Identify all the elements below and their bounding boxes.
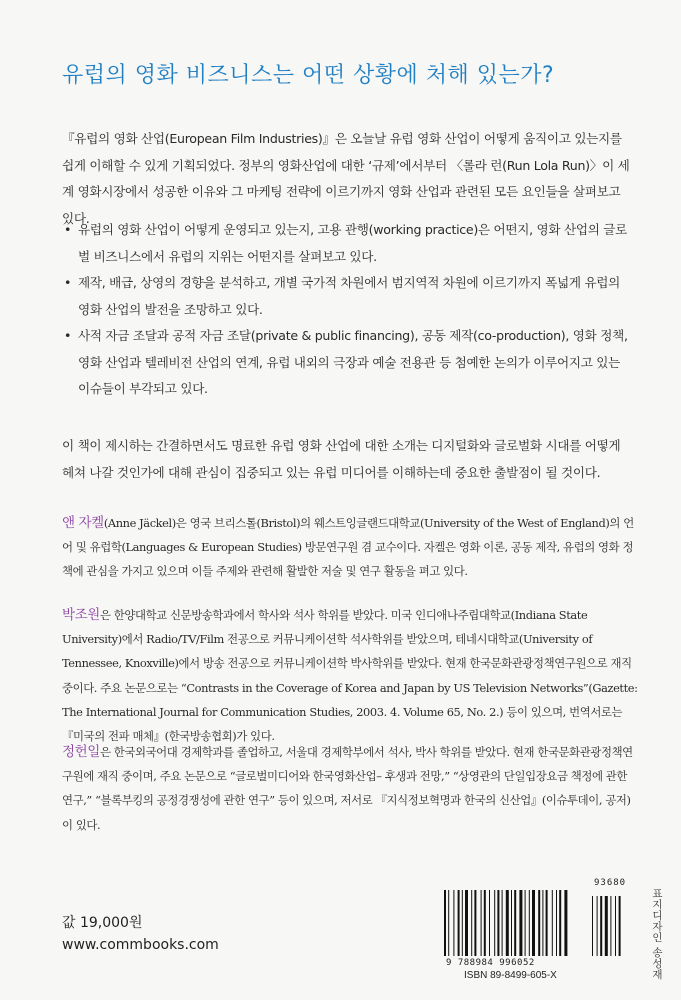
website: www.commbooks.com: [62, 937, 219, 953]
barcode-digits: 9 788984 996052: [446, 958, 535, 968]
headline: 유럽의 영화 비즈니스는 어떤 상황에 처해 있는가?: [62, 63, 555, 88]
barcode: [442, 878, 632, 983]
feature-list: [62, 217, 634, 403]
author-bio: [62, 511, 638, 584]
cover-design-credit: 표지디자인 송성재: [651, 888, 663, 980]
feature-item: • 사적 자금 조달과 공적 자금 조달(private & public financing), 공동 제작(co-production), 영화 정책, 영화 산업과 텔레비전 산업의 연계, 유럽 내외의 극장과 예술 전용관 등 첨예한 논의가 이루어지고 있는 이슈들이 부각되고 있다.: [62, 323, 634, 403]
feature-item: • 제작, 배급, 상영의 경향을 분석하고, 개별 국가적 차원에서 범지역적 차원에 이르기까지 폭넓게 유럽의 영화 산업의 발전을 조망하고 있다.: [62, 270, 634, 323]
translator-bio: [62, 740, 638, 837]
isbn-number: ISBN 89-8499-605-X: [464, 970, 557, 981]
author-name: 앤 자켈: [62, 515, 104, 531]
barcode-addon-number: 93680: [594, 878, 627, 888]
translator-bio: [62, 603, 638, 748]
translator-bio-text: 은 한국외국어대 경제학과를 졸업하고, 서울대 경제학부에서 석사, 박사 학위를 받았다. 현재 한국문화관광정책연구원에 재직 중이며, 주요 논문으로 “글로벌미디어와 한국영화산업– 후생과 전망,” “상영관의 단일입장요금 책정에 관한 연구,” “블록부킹의 공정경쟁성에 관한 연구” 등이 있으며, 저서로 『지식정보혁명과 한국의 신산업』(이슈투데이, 공저)이 있다.: [62, 745, 633, 832]
translator-name: 정헌일: [62, 744, 100, 760]
translator-name: 박조원: [62, 607, 100, 623]
price: 값 19,000원: [62, 915, 143, 931]
translator-bio-text: 은 한양대학교 신문방송학과에서 학사와 석사 학위를 받았다. 미국 인디애나주립대학교(Indiana State University)에서 Radio/TV/Film 전공으로 커뮤니케이션학 석사학위를 받았으며, 테네시대학교(University of Tennessee, Knoxville)에서 방송 전공으로 커뮤니케이션학 박사학위를 받았다. 현재 한국문화관광정책연구원으로 재직 중이다. 주요 논문으로는 “Contrasts in the Coverage of Korea and Japan by US Television Networks”(Gazette: The International Journal for Communication Studies, 2003. 4. Volume 65, No. 2.) 등이 있으며, 번역서로는 『미국의 전파 매체』(한국방송협회)가 있다.: [62, 608, 638, 744]
intro-paragraph: 『유럽의 영화 산업(European Film Industries)』은 오늘날 유럽 영화 산업이 어떻게 움직이고 있는지를 쉽게 이해할 수 있게 기획되었다. 정부의 영화산업에 대한 ‘규제’에서부터 〈롤라 런(Run Lola Run)〉이 세계 영화시장에서 성공한 이유와 그 마케팅 전략에 이르기까지 영화 산업과 관련된 모든 요인들을 살펴보고 있다.: [62, 131, 630, 226]
summary-paragraph: 이 책이 제시하는 간결하면서도 명료한 유럽 영화 산업에 대한 소개는 디지털화와 글로벌화 시대를 어떻게 헤쳐 나갈 것인가에 대해 관심이 집중되고 있는 유럽 미디어를 이해하는데 중요한 출발점이 될 것이다.: [62, 438, 621, 480]
author-bio-text: (Anne Jäckel)은 영국 브리스톨(Bristol)의 웨스트잉글랜드대학교(University of the West of England)의 언어 및 유럽학(Languages & European Studies) 방문연구원 겸 교수이다. 자켈은 영화 이론, 공동 제작, 유럽의 영화 정책에 관심을 가지고 있으며 이들 주제와 관련해 활발한 저술 및 연구 활동을 펴고 있다.: [62, 516, 634, 579]
barcode-bars-icon: [442, 890, 632, 956]
feature-item: • 유럽의 영화 산업이 어떻게 운영되고 있는지, 고용 관행(working practice)은 어떤지, 영화 산업의 글로벌 비즈니스에서 유럽의 지위는 어떤지를 살펴보고 있다.: [62, 217, 634, 270]
